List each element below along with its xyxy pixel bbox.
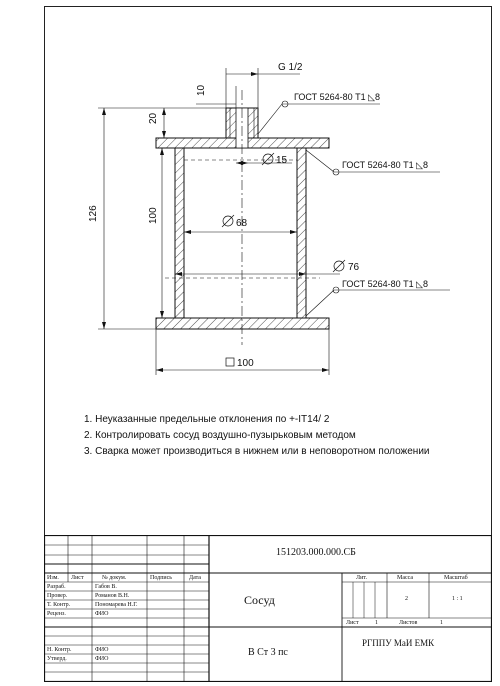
header-date: Дата — [189, 575, 201, 581]
header-list: Лист — [71, 575, 84, 581]
note-3: 3. Сварка может производиться в нижнем или в неповоротном положении — [84, 446, 430, 457]
role-2: Т. Контр. — [47, 602, 71, 608]
role-4: Н. Контр. — [47, 647, 72, 653]
designation: 151203.000.000.СБ — [276, 547, 356, 558]
name-3: ФИО — [95, 611, 109, 617]
header-izm: Изм. — [47, 575, 59, 581]
dim-126: 126 — [88, 205, 99, 222]
sheets-value: 1 — [440, 620, 443, 626]
header-doc: № докум. — [102, 575, 127, 581]
material: В Ст 3 пс — [248, 647, 288, 658]
technical-notes — [84, 412, 484, 460]
weld-callout-3: ГОСТ 5264-80 Т1 ◺8 — [342, 279, 429, 289]
title-block-grid — [44, 535, 492, 682]
dim-d68: 68 — [236, 218, 248, 229]
dim-sq100: 100 — [237, 358, 254, 369]
dim-d76: 76 — [348, 262, 360, 273]
name-5: ФИО — [95, 656, 109, 662]
sheet-label: Лист — [346, 620, 359, 626]
thread-dim: G 1/2 — [278, 62, 303, 73]
name-0: Габов В. — [95, 584, 117, 590]
weld-callout-2: ГОСТ 5264-80 Т1 ◺8 — [342, 160, 429, 170]
role-5: Утверд. — [47, 656, 67, 662]
weld-callout-1: ГОСТ 5264-80 Т1 ◺8 — [294, 92, 381, 102]
left-wall — [175, 148, 184, 318]
dim-10: 10 — [196, 84, 207, 96]
role-0: Разраб. — [47, 584, 66, 590]
right-wall — [297, 148, 306, 318]
dim-d15: 15 — [276, 155, 288, 166]
header-sign: Подпись — [150, 575, 173, 581]
dim-20: 20 — [148, 112, 159, 124]
lit-label: Лит. — [356, 575, 367, 581]
name-1: Романов В.Н. — [95, 593, 130, 599]
scale-label: Масштаб — [444, 575, 468, 581]
scale-value: 1 : 1 — [452, 596, 463, 602]
sheet-value: 1 — [375, 620, 378, 626]
role-1: Провер. — [47, 593, 68, 599]
name-2: Пономарева Н.Г. — [95, 602, 138, 608]
part-name: Сосуд — [244, 593, 275, 607]
organization: РГППУ МаИ ЕМК — [362, 638, 435, 648]
mass-label: Масса — [397, 575, 414, 581]
sheets-label: Листов — [399, 620, 418, 626]
name-4: ФИО — [95, 647, 109, 653]
dim-100-vertical: 100 — [148, 207, 159, 224]
note-2: 2. Контролировать сосуд воздушно-пузырьковым методом — [84, 430, 356, 441]
bottom-plate — [156, 318, 329, 329]
role-3: Реценз. — [47, 611, 66, 617]
note-1: 1. Неуказанные предельные отклонения по +-IT14/ 2 — [84, 414, 330, 425]
mass-value: 2 — [405, 596, 408, 602]
